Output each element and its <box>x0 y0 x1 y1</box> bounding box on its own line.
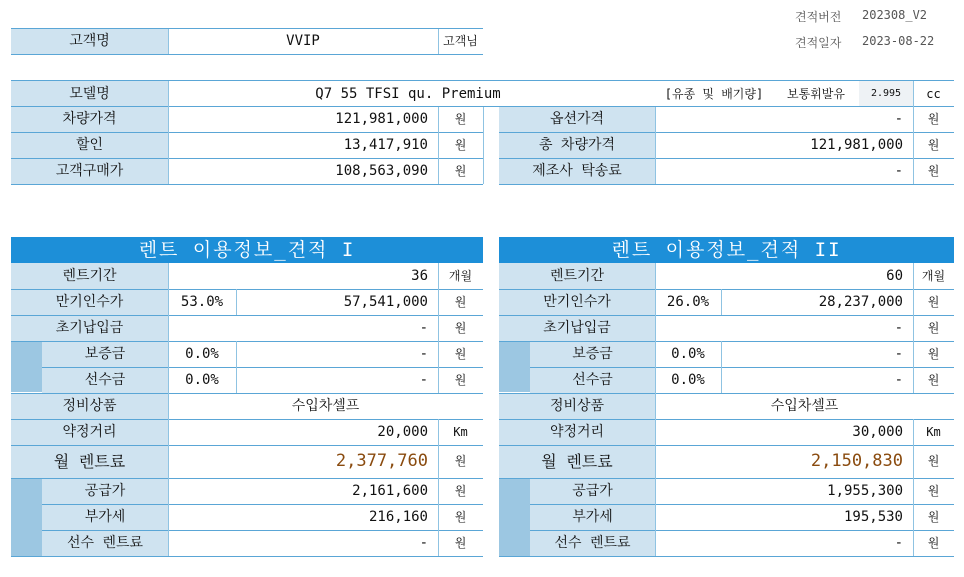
discount-unit: 원 <box>454 138 467 152</box>
quote-2-monthly-unit: 원 <box>927 454 940 468</box>
quote-1-monthly-label: 월 렌트료 <box>11 445 168 478</box>
quote-2-term-unit: 개월 <box>921 269 946 283</box>
price-value: 121,981,000 <box>335 111 428 127</box>
quote-1-prepay-unit: 원 <box>454 373 467 387</box>
quote-2-vat-unit: 원 <box>927 510 940 524</box>
discount-value: 13,417,910 <box>343 137 428 153</box>
quote-2-deposit-pct: 0.0% <box>671 346 705 362</box>
quote-1-distance-value: 20,000 <box>377 424 428 440</box>
quote-2-monthly-label: 월 렌트료 <box>499 445 655 478</box>
quote-1-term-value: 36 <box>411 268 428 284</box>
total-unit: 원 <box>927 138 940 152</box>
quote-2-deposit-value: - <box>894 346 903 362</box>
quote-2-deposit-label: 보증금 <box>530 341 655 367</box>
quote-1-deposit-label: 보증금 <box>42 341 168 367</box>
shipping-label: 제조사 탁송료 <box>499 159 655 184</box>
date-value: 2023-08-22 <box>862 34 935 48</box>
total-value: 121,981,000 <box>810 137 903 153</box>
quote-2-initial-value: - <box>894 320 903 336</box>
version-label: 견적버전 <box>795 10 842 24</box>
option-value: - <box>894 111 903 127</box>
quote-1-term-unit: 개월 <box>448 269 473 283</box>
displacement-value: 2.995 <box>859 81 913 107</box>
quote-1-supply-label: 공급가 <box>42 478 168 504</box>
price-unit: 원 <box>454 112 467 126</box>
quote-1-title: 렌트 이용정보_견적 I <box>11 237 483 263</box>
quote-2-prepay-pct: 0.0% <box>671 372 705 388</box>
quote-1-prepay-value: - <box>419 372 428 388</box>
quote-1-prepay-pct: 0.0% <box>185 372 219 388</box>
quote-1-deposit-unit: 원 <box>454 347 467 361</box>
quote-1-maint-value: 수입차셀프 <box>291 398 360 414</box>
shipping-value: - <box>894 163 903 179</box>
quote-2-supply-label: 공급가 <box>530 478 655 504</box>
discount-label: 할인 <box>11 133 168 158</box>
quote-1-supply-value: 2,161,600 <box>352 483 428 499</box>
customer-label: 고객명 <box>11 29 168 54</box>
quote-1-residual-value: 57,541,000 <box>343 294 428 310</box>
quote-1-vat-value: 216,160 <box>368 509 428 525</box>
quote-1-term-label: 렌트기간 <box>11 263 168 289</box>
quote-2-monthly-value: 2,150,830 <box>810 451 903 471</box>
quote-2-prepay-value: - <box>894 372 903 388</box>
quote-1-prerent-unit: 원 <box>454 536 467 550</box>
quote-1-residual-label: 만기인수가 <box>11 289 168 315</box>
option-label: 옵션가격 <box>499 107 655 132</box>
quote-1-supply-unit: 원 <box>454 484 467 498</box>
quote-2-distance-unit: Km <box>926 425 941 439</box>
quote-2-initial-label: 초기납입금 <box>499 315 655 341</box>
quote-2-vat-label: 부가세 <box>530 504 655 530</box>
quote-1-residual-pct: 53.0% <box>180 294 224 310</box>
customer-price-unit: 원 <box>454 164 467 178</box>
version-value: 202308_V2 <box>862 8 928 22</box>
date-label: 견적일자 <box>795 36 842 50</box>
displacement-unit: cc <box>926 87 941 101</box>
total-label: 총 차량가격 <box>499 133 655 158</box>
quote-1-vat-unit: 원 <box>454 510 467 524</box>
quote-1-initial-unit: 원 <box>454 321 467 335</box>
quote-1-deposit-pct: 0.0% <box>185 346 219 362</box>
quote-2-residual-pct: 26.0% <box>666 294 710 310</box>
quote-2-residual-unit: 원 <box>927 295 940 309</box>
fuel-value: 보통휘발유 <box>787 87 845 101</box>
quote-2-vat-value: 195,530 <box>843 509 903 525</box>
quote-1-prepay-label: 선수금 <box>42 367 168 393</box>
quote-1-deposit-value: - <box>419 346 428 362</box>
quote-2-initial-unit: 원 <box>927 321 940 335</box>
customer-suffix: 고객님 <box>443 34 478 48</box>
quote-1-distance-unit: Km <box>453 425 468 439</box>
quote-2-maint-value: 수입차셀프 <box>770 398 839 414</box>
quote-1-prerent-label: 선수 렌트료 <box>42 530 168 556</box>
quote-1-distance-label: 약정거리 <box>11 419 168 445</box>
customer-price-label: 고객구매가 <box>11 159 168 184</box>
quote-2-prerent-unit: 원 <box>927 536 940 550</box>
quote-2-prerent-label: 선수 렌트료 <box>530 530 655 556</box>
quote-1-prerent-value: - <box>419 535 428 551</box>
quote-1-residual-unit: 원 <box>454 295 467 309</box>
quote-2-maint-label: 정비상품 <box>499 393 655 419</box>
quote-2-term-label: 렌트기간 <box>499 263 655 289</box>
quote-2-term-value: 60 <box>886 268 903 284</box>
quote-1-monthly-value: 2,377,760 <box>335 451 428 471</box>
price-label: 차량가격 <box>11 107 168 132</box>
quote-2-residual-value: 28,237,000 <box>818 294 903 310</box>
quote-1-initial-value: - <box>419 320 428 336</box>
quote-1-initial-label: 초기납입금 <box>11 315 168 341</box>
quote-1-maint-label: 정비상품 <box>11 393 168 419</box>
quote-1-vat-label: 부가세 <box>42 504 168 530</box>
fuel-label: [유종 및 배기량] <box>664 87 764 101</box>
quote-2-residual-label: 만기인수가 <box>499 289 655 315</box>
shipping-unit: 원 <box>927 164 940 178</box>
quote-2-title: 렌트 이용정보_견적 II <box>499 237 954 263</box>
quote-2-deposit-unit: 원 <box>927 347 940 361</box>
quote-2-prepay-unit: 원 <box>927 373 940 387</box>
customer-value: VVIP <box>286 33 320 49</box>
model-label: 모델명 <box>11 81 168 107</box>
quote-1-monthly-unit: 원 <box>454 454 467 468</box>
quote-2-supply-value: 1,955,300 <box>827 483 903 499</box>
option-unit: 원 <box>927 112 940 126</box>
quote-2-prepay-label: 선수금 <box>530 367 655 393</box>
customer-price-value: 108,563,090 <box>335 163 428 179</box>
model-value: Q7 55 TFSI qu. Premium <box>315 86 501 102</box>
quote-2-prerent-value: - <box>894 535 903 551</box>
quote-2-distance-value: 30,000 <box>852 424 903 440</box>
quote-2-distance-label: 약정거리 <box>499 419 655 445</box>
quote-2-supply-unit: 원 <box>927 484 940 498</box>
